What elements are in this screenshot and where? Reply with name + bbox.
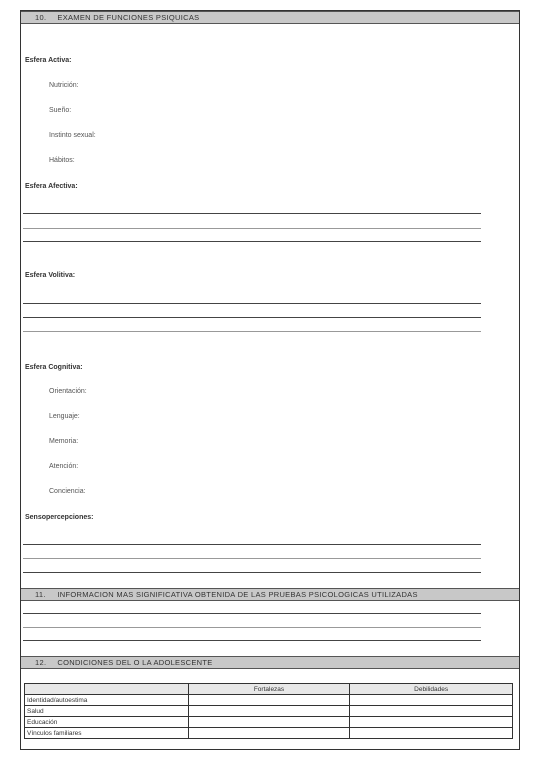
section-12-number: 12.: [35, 658, 47, 667]
afectiva-answer-line-1[interactable]: [23, 213, 481, 214]
cognitiva-item-lenguaje: Lenguaje:: [49, 413, 80, 420]
section-11-answer-line-1[interactable]: [23, 613, 481, 614]
section-11-header: [21, 588, 519, 601]
cell-debilidades[interactable]: [350, 706, 513, 717]
section-11-answer-line-3[interactable]: [23, 640, 481, 641]
cell-fortalezas[interactable]: [188, 695, 350, 706]
table-header-row: [25, 684, 513, 695]
esfera-afectiva-label: Esfera Afectiva:: [25, 183, 78, 190]
cognitiva-item-orientacion: Orientación:: [49, 388, 87, 395]
section-10-number: 10.: [35, 13, 47, 22]
table-row: [25, 706, 513, 717]
section-12-title: CONDICIONES DEL O LA ADOLESCENTE: [57, 658, 213, 667]
section-11-number: 11.: [35, 590, 46, 599]
cell-fortalezas[interactable]: [188, 706, 350, 717]
sensopercepciones-answer-line-3[interactable]: [23, 572, 481, 573]
row-label-identidad: Identidad/autoestima: [25, 695, 189, 706]
volitiva-answer-line-1[interactable]: [23, 303, 481, 304]
table-row: [25, 717, 513, 728]
volitiva-answer-line-3[interactable]: [23, 331, 481, 332]
cognitiva-item-atencion: Atención:: [49, 463, 79, 470]
cell-debilidades[interactable]: [350, 728, 513, 739]
table-header-debilidades: Debilidades: [350, 684, 513, 695]
form-frame: [20, 10, 520, 750]
activa-item-nutricion: Nutrición:: [49, 82, 79, 89]
activa-item-habitos: Hábitos:: [49, 157, 75, 164]
cognitiva-item-conciencia: Conciencia:: [49, 488, 86, 495]
table-row: [25, 728, 513, 739]
volitiva-answer-line-2[interactable]: [23, 317, 481, 318]
afectiva-answer-line-3[interactable]: [23, 241, 481, 242]
row-label-educacion: Educación: [25, 717, 189, 728]
esfera-cognitiva-label: Esfera Cognitiva:: [25, 364, 83, 371]
section-11-title: INFORMACION MAS SIGNIFICATIVA OBTENIDA DE LAS PRUEBAS PSICOLOGICAS UTILIZADAS: [57, 590, 418, 599]
table-header-blank: [25, 684, 189, 695]
cell-debilidades[interactable]: [350, 695, 513, 706]
section-11-answer-line-2[interactable]: [23, 627, 481, 628]
row-label-salud: Salud: [25, 706, 189, 717]
section-10-header: [21, 11, 519, 24]
section-12-header: [21, 656, 519, 669]
cognitiva-item-memoria: Memoria:: [49, 438, 79, 445]
afectiva-answer-line-2[interactable]: [23, 228, 481, 229]
table-header-fortalezas: Fortalezas: [188, 684, 350, 695]
cell-fortalezas[interactable]: [188, 717, 350, 728]
esfera-volitiva-label: Esfera Volitiva:: [25, 272, 76, 279]
sensopercepciones-answer-line-1[interactable]: [23, 544, 481, 545]
activa-item-sueno: Sueño:: [49, 107, 72, 114]
esfera-activa-label: Esfera Activa:: [25, 57, 72, 64]
row-label-vinculos: Vínculos familiares: [25, 728, 189, 739]
cell-debilidades[interactable]: [350, 717, 513, 728]
sensopercepciones-label: Sensopercepciones:: [25, 514, 94, 521]
conditions-table: [24, 683, 513, 739]
section-10-title: EXAMEN DE FUNCIONES PSIQUICAS: [57, 13, 200, 22]
cell-fortalezas[interactable]: [188, 728, 350, 739]
table-row: [25, 695, 513, 706]
sensopercepciones-answer-line-2[interactable]: [23, 558, 481, 559]
activa-item-instinto-sexual: Instinto sexual:: [49, 132, 96, 139]
